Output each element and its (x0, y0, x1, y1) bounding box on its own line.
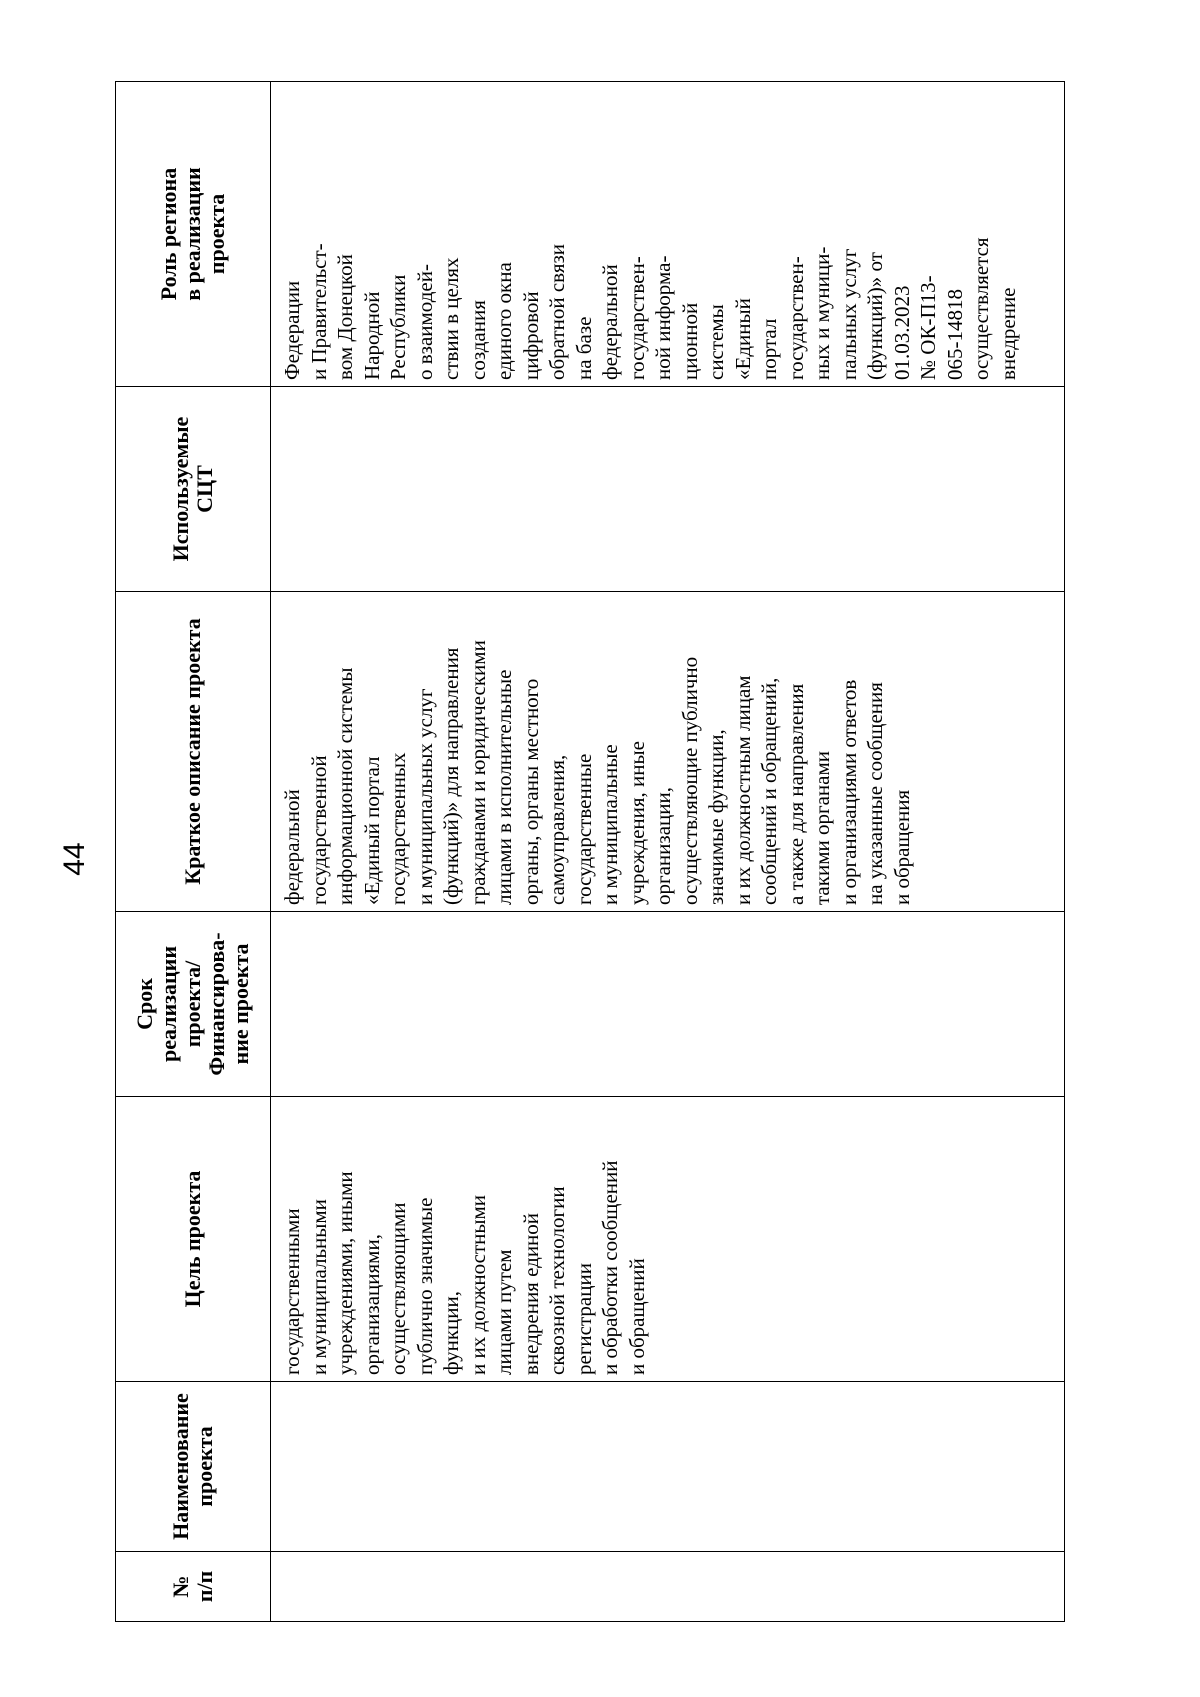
text-line: в реализации (180, 167, 205, 301)
text-line: и обращений (624, 1258, 649, 1375)
text-line: Финансирова- (204, 932, 229, 1076)
text-line: п/п (192, 1570, 217, 1603)
text-line: № (168, 1575, 193, 1598)
text-line: государствен- (783, 256, 808, 380)
text-line: учреждениями, иными (333, 1171, 357, 1375)
text-line: учреждения, иные (624, 741, 649, 905)
cell-project-description (271, 592, 1065, 912)
text-line: обратной связи (545, 243, 569, 380)
text-line: ных и муници- (810, 246, 834, 380)
text-line: федеральной (598, 264, 622, 380)
cell-region-role (271, 82, 1065, 387)
header-project-description (116, 592, 271, 912)
text-line: СЦТ (192, 465, 217, 513)
text-line: сообщений и обращений, (757, 677, 781, 905)
cell-project-goal (271, 1097, 1065, 1382)
text-line: ние проекта (228, 943, 253, 1065)
text-line: и Правительст- (306, 243, 331, 380)
text-line: (функций)» для направления (439, 647, 463, 905)
rotated-table-container (115, 82, 1065, 1622)
text-line: ционной (677, 302, 702, 380)
text-line: Республики (386, 274, 410, 380)
text-line: сквозной технологии (545, 1186, 569, 1375)
header-project-term (116, 912, 271, 1097)
text-line: внедрение (995, 287, 1020, 380)
text-line: на указанные сообщения (863, 682, 887, 905)
text-line: пальных услуг (836, 248, 861, 380)
text-line: Наименование (168, 1393, 193, 1540)
text-line: лицами путем (492, 1249, 516, 1375)
text-line: Используемые (168, 416, 193, 562)
table-row (271, 82, 1065, 1622)
text-line: и обращения (889, 789, 914, 905)
text-line: и муниципальными (306, 1199, 331, 1375)
text-line: а также для направления (783, 683, 808, 905)
text-line: цифровой (518, 291, 543, 380)
text-line: такими органами (810, 751, 834, 905)
text-line: государственной (306, 755, 331, 905)
text-line: и муниципальные (598, 744, 622, 905)
cell-number (271, 1552, 1065, 1622)
cell-project-term (271, 912, 1065, 1097)
text-line: и их должностными (465, 1194, 490, 1375)
text-line: органы, органы местного (518, 678, 543, 905)
text-line: организации, (651, 787, 675, 905)
text-line: осуществляется (969, 237, 993, 380)
header-number (116, 1552, 271, 1622)
text-line: функции, (439, 1291, 463, 1375)
header-project-goal (116, 1097, 271, 1382)
text-line: о взаимодей- (412, 264, 437, 380)
text-line: федеральной (280, 789, 304, 905)
page-number: 44 (58, 842, 91, 876)
text-line: № ОК-П13- (916, 275, 940, 380)
text-line: единого окна (492, 262, 516, 380)
text-line: публично значимые (412, 1197, 437, 1375)
text-line: Федерации (280, 280, 304, 380)
header-region-role (116, 82, 271, 387)
cell-technologies (271, 387, 1065, 592)
text-line: (функций)» от (863, 252, 887, 380)
text-line: «Единый (730, 298, 755, 380)
text-line: Народной (359, 291, 384, 380)
text-line: проекта/ (180, 960, 205, 1048)
cell-project-name (271, 1382, 1065, 1552)
text-line: вом Донецкой (333, 254, 357, 380)
text-line: создания (465, 300, 490, 380)
text-line: информационной системы (333, 667, 357, 905)
text-line: организациями, (359, 1234, 384, 1375)
text-line: государственных (386, 752, 410, 905)
text-line: внедрения единой (518, 1212, 543, 1375)
text-line: на базе (571, 316, 596, 380)
text-line: Срок (132, 978, 157, 1030)
text-line: проекта (204, 193, 229, 275)
text-line: проекта (192, 1426, 217, 1507)
text-line: системы (704, 304, 728, 380)
text-line: лицами в исполнительные (492, 669, 516, 905)
text-line: 065-14818 (942, 289, 967, 380)
header-technologies (116, 387, 271, 592)
text-line: Краткое описание проекта (180, 618, 205, 885)
text-line: 01.03.2023 (889, 285, 914, 380)
text-line: гражданами и юридическими (465, 640, 490, 905)
projects-table (115, 81, 1065, 1622)
text-line: ствии в целях (439, 257, 463, 380)
text-line: ной информа- (651, 255, 675, 380)
text-line: Роль региона (156, 167, 181, 301)
text-line: самоуправления, (545, 754, 569, 905)
text-line: Цель проекта (180, 1170, 205, 1308)
text-line: реализации (156, 945, 181, 1063)
text-line: и муниципальных услуг (412, 688, 437, 905)
text-line: «Единый портал (359, 756, 384, 905)
text-line: значимые функции, (704, 729, 728, 905)
text-line: осуществляющими (386, 1202, 410, 1375)
text-line: и их должностным лицам (730, 675, 755, 905)
text-line: и организациями ответов (836, 679, 861, 905)
header-row (116, 82, 271, 1622)
text-line: государственные (571, 753, 596, 905)
text-line: регистрации (571, 1263, 596, 1375)
header-project-name (116, 1382, 271, 1552)
text-line: осуществляющие публично (677, 656, 702, 905)
text-line: государственными (280, 1208, 304, 1375)
text-line: государствен- (624, 256, 649, 380)
text-line: портал (757, 318, 781, 380)
text-line: и обработки сообщений (598, 1160, 622, 1375)
